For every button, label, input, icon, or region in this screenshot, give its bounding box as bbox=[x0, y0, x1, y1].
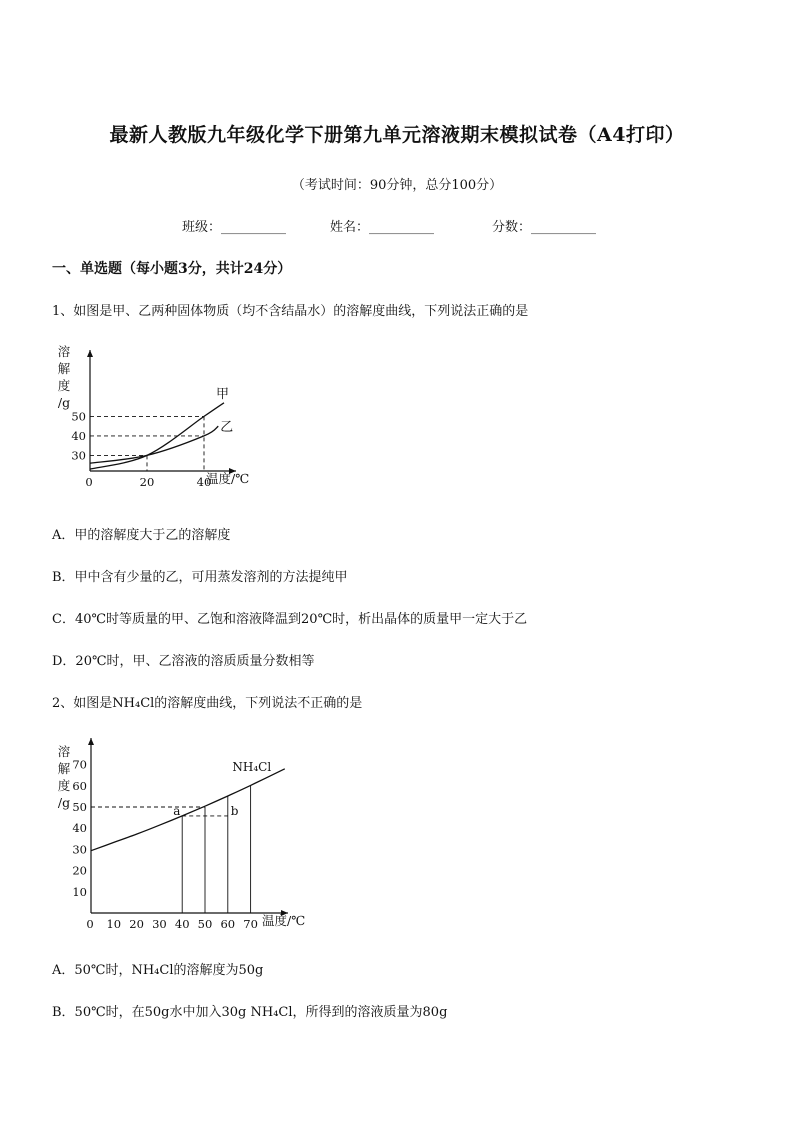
x-tick-label: 70 bbox=[243, 917, 258, 931]
x-tick-label: 40 bbox=[196, 475, 212, 489]
x-tick-label: 20 bbox=[129, 917, 144, 931]
series-label: 乙 bbox=[220, 420, 234, 436]
y-axis-label: 解 bbox=[57, 761, 71, 776]
x-axis-label: 温度/℃ bbox=[262, 913, 306, 928]
series-label: NH₄Cl bbox=[232, 759, 272, 774]
y-tick-label: 30 bbox=[72, 842, 87, 857]
score-blank: __________ bbox=[531, 220, 597, 235]
y-axis-label: /g bbox=[57, 795, 71, 810]
solubility-chart-1 bbox=[40, 338, 280, 503]
nh4cl-curve bbox=[91, 769, 285, 851]
point-label-b: b bbox=[230, 803, 239, 818]
score-field bbox=[492, 216, 596, 235]
class-label: 班级： bbox=[182, 220, 222, 235]
y-axis-label: /g bbox=[57, 395, 71, 410]
y-axis-arrow bbox=[88, 738, 94, 745]
y-tick-label: 70 bbox=[72, 757, 87, 772]
name-label: 姓名： bbox=[330, 220, 370, 235]
y-axis-label: 溶 bbox=[57, 344, 71, 359]
q1-option-b: B．甲中含有少量的乙，可用蒸发溶剂的方法提纯甲 bbox=[52, 570, 348, 585]
question-2-stem: 2、如图是NH₄Cl的溶解度曲线，下列说法不正确的是 bbox=[52, 696, 363, 711]
y-axis-label: 度 bbox=[57, 778, 71, 793]
x-tick-label: 20 bbox=[139, 475, 155, 489]
x-axis-label: 温度/℃ bbox=[206, 471, 250, 486]
section-heading: 一、单选题（每小题3分，共计24分） bbox=[52, 261, 292, 277]
x-tick-label: 0 bbox=[86, 917, 94, 931]
x-tick-label: 40 bbox=[174, 917, 190, 931]
class-field bbox=[182, 216, 286, 235]
y-tick-label: 40 bbox=[71, 428, 86, 443]
y-tick-label: 30 bbox=[71, 448, 86, 463]
page-title: 最新人教版九年级化学下册第九单元溶液期末模拟试卷（A4打印） bbox=[109, 124, 685, 146]
name-field bbox=[330, 216, 434, 235]
x-tick-label: 30 bbox=[152, 917, 167, 931]
y-tick-label: 40 bbox=[72, 821, 87, 836]
y-axis-label: 溶 bbox=[57, 744, 71, 759]
series-label: 甲 bbox=[215, 386, 229, 402]
x-tick-label: 60 bbox=[220, 917, 236, 931]
x-tick-label: 0 bbox=[85, 475, 93, 489]
question-1-stem: 1、如图是甲、乙两种固体物质（均不含结晶水）的溶解度曲线，下列说法正确的是 bbox=[52, 304, 529, 319]
y-tick-label: 20 bbox=[72, 863, 87, 878]
q1-option-a: A．甲的溶解度大于乙的溶解度 bbox=[52, 528, 231, 543]
class-blank: __________ bbox=[221, 220, 287, 235]
x-tick-label: 50 bbox=[197, 917, 213, 931]
solubility-chart-2 bbox=[40, 730, 330, 940]
q1-option-d: D．20℃时，甲、乙溶液的溶质质量分数相等 bbox=[52, 654, 315, 669]
name-blank: __________ bbox=[369, 220, 435, 235]
y-tick-label: 50 bbox=[71, 409, 86, 424]
y-tick-label: 10 bbox=[72, 884, 87, 899]
x-tick-label: 10 bbox=[106, 917, 122, 931]
series-line-yi bbox=[90, 426, 218, 463]
point-label-a: a bbox=[173, 803, 181, 818]
y-tick-label: 50 bbox=[72, 800, 87, 814]
q2-option-b: B．50℃时，在50g水中加入30g NH₄Cl，所得到的溶液质量为80g bbox=[52, 1005, 448, 1020]
y-axis-label: 解 bbox=[57, 361, 71, 376]
y-axis-label: 度 bbox=[57, 378, 71, 393]
y-tick-label: 60 bbox=[72, 778, 87, 793]
q1-option-c: C．40℃时等质量的甲、乙饱和溶液降温到20℃时，析出晶体的质量甲一定大于乙 bbox=[52, 612, 528, 627]
q2-option-a: A．50℃时，NH₄Cl的溶解度为50g bbox=[52, 963, 264, 978]
score-label: 分数： bbox=[492, 220, 532, 235]
exam-time-note: （考试时间：90分钟，总分100分） bbox=[291, 178, 503, 193]
y-axis-arrow bbox=[87, 350, 93, 357]
